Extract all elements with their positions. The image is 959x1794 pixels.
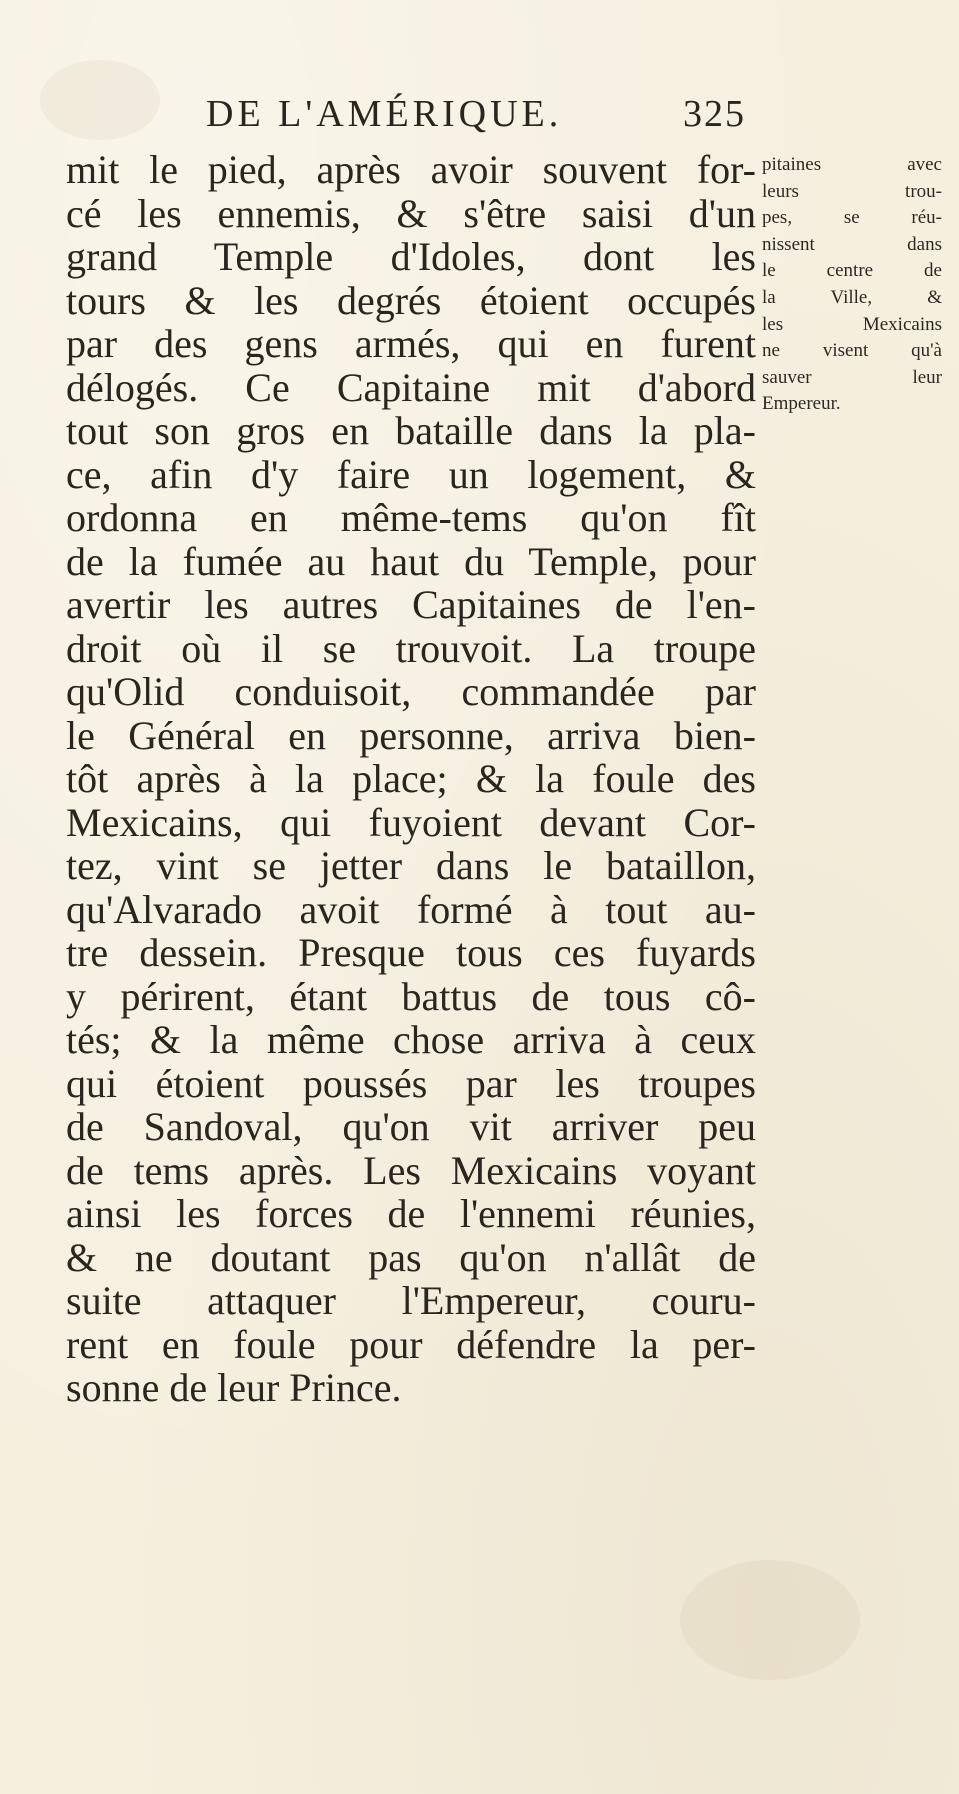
margin-note (762, 152, 942, 418)
margin-note-line: pes, se réu- (762, 207, 942, 229)
text-line: & ne doutant pas qu'on n'allât de (66, 1234, 756, 1280)
text-line: y périrent, étant battus de tous cô- (66, 973, 756, 1019)
margin-note-line: la Ville, & (762, 286, 942, 308)
text-line: sonne de leur Prince. (66, 1365, 402, 1410)
paper-stain (680, 1560, 860, 1680)
text-line: tés; & la même chose arriva à ceux (66, 1017, 756, 1062)
margin-note-line: pitaines avec (762, 154, 942, 175)
text-line: délogés. Ce Capitaine mit d'abord (66, 364, 756, 410)
main-text-block (66, 148, 756, 1410)
text-line: tez, vint se jetter dans le bataillon, (66, 843, 756, 888)
text-line: ordonna en même-tems qu'on fît (66, 495, 756, 540)
margin-note-line: ne visent qu'à (762, 340, 942, 362)
margin-note-line: le centre de (762, 260, 942, 282)
text-line: de la fumée au haut du Temple, pour (66, 538, 756, 584)
paper-stain (40, 60, 160, 140)
margin-note-line: Empereur. (762, 393, 841, 415)
text-line: qu'Alvarado avoit formé à tout au- (66, 886, 756, 932)
text-line: Mexicains, qui fuyoient devant Cor- (66, 799, 756, 845)
text-line: de Sandoval, qu'on vit arriver peu (66, 1104, 756, 1149)
text-line: tôt après à la place; & la foule des (66, 756, 756, 801)
margin-note-line: les Mexicains (762, 313, 942, 335)
text-line: suite attaquer l'Empereur, couru- (66, 1278, 756, 1323)
margin-note-line: nissent dans (762, 233, 942, 255)
page-number: 325 (683, 93, 746, 135)
text-line: rent en foule pour défendre la per- (66, 1321, 756, 1367)
page-header (206, 92, 746, 152)
margin-note-line: sauver leur (762, 366, 942, 388)
text-line: le Général en personne, arriva bien- (66, 712, 756, 758)
text-line: grand Temple d'Idoles, dont les (66, 234, 756, 279)
margin-note-line: leurs trou- (762, 180, 942, 202)
text-line: par des gens armés, qui en furent (66, 321, 756, 366)
text-line: avertir les autres Capitaines de l'en- (66, 582, 756, 627)
text-line: ainsi les forces de l'ennemi réunies, (66, 1191, 756, 1236)
text-line: droit où il se trouvoit. La troupe (66, 625, 756, 671)
text-line: de tems après. Les Mexicains voyant (66, 1147, 756, 1193)
text-line: tours & les degrés étoient occupés (66, 277, 756, 323)
text-line: tout son gros en bataille dans la pla- (66, 408, 756, 453)
running-title: DE L'AMÉRIQUE. (206, 93, 563, 135)
text-line: tre dessein. Presque tous ces fuyards (66, 930, 756, 975)
text-line: ce, afin d'y faire un logement, & (66, 451, 756, 497)
text-line: cé les ennemis, & s'être saisi d'un (66, 190, 756, 236)
text-line: qu'Olid conduisoit, commandée par (66, 669, 756, 714)
text-line: mit le pied, après avoir souvent for- (66, 147, 756, 192)
text-line: qui étoient poussés par les troupes (66, 1060, 756, 1106)
